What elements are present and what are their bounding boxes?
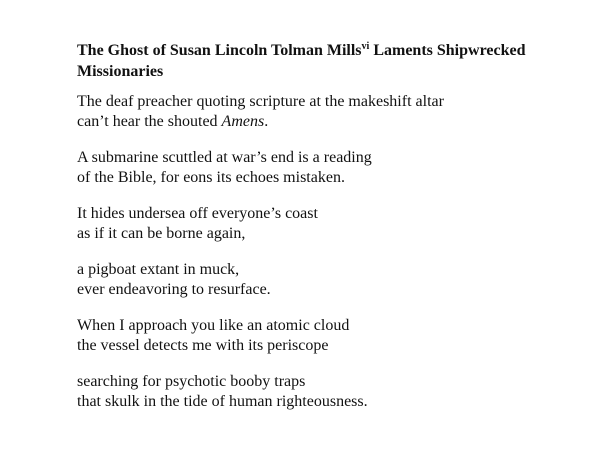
stanza-line: When I approach you like an atomic cloud xyxy=(77,317,350,334)
stanza-4 xyxy=(77,260,577,300)
stanza-line: of the Bible, for eons its echoes mistaken. xyxy=(77,169,345,186)
poem-title-line-2: Missionaries xyxy=(77,63,164,80)
stanza-line: A submarine scuttled at war’s end is a reading xyxy=(77,149,372,166)
poem-title-text: The Ghost of Susan Lincoln Tolman Mills xyxy=(77,42,362,59)
stanza-line-punctuation: . xyxy=(264,113,269,130)
stanza-line: the vessel detects me with its periscope xyxy=(77,337,329,354)
stanza-line xyxy=(77,112,577,132)
stanza-3 xyxy=(77,204,577,244)
stanza-line: that skulk in the tide of human righteousness. xyxy=(77,393,368,410)
stanza-line: The deaf preacher quoting scripture at the makeshift altar xyxy=(77,93,444,110)
poem-title xyxy=(77,40,577,82)
poem-title-line-1 xyxy=(77,40,577,61)
stanza-line: a pigboat extant in muck, xyxy=(77,261,240,278)
stanza-5 xyxy=(77,316,577,356)
stanza-1 xyxy=(77,92,577,132)
stanza-line: It hides undersea off everyone’s coast xyxy=(77,205,318,222)
stanza-line-text: can’t hear the shouted xyxy=(77,113,222,130)
poem-page xyxy=(77,40,577,428)
stanza-line: ever endeavoring to resurface. xyxy=(77,281,271,298)
footnote-marker[interactable]: vi xyxy=(361,41,370,52)
stanza-6 xyxy=(77,372,577,412)
stanza-line: searching for psychotic booby traps xyxy=(77,373,306,390)
italic-word: Amens xyxy=(221,113,265,130)
poem-title-text-continued: Laments Shipwrecked xyxy=(369,42,526,59)
stanza-2 xyxy=(77,148,577,188)
stanza-line: as if it can be borne again, xyxy=(77,225,246,242)
